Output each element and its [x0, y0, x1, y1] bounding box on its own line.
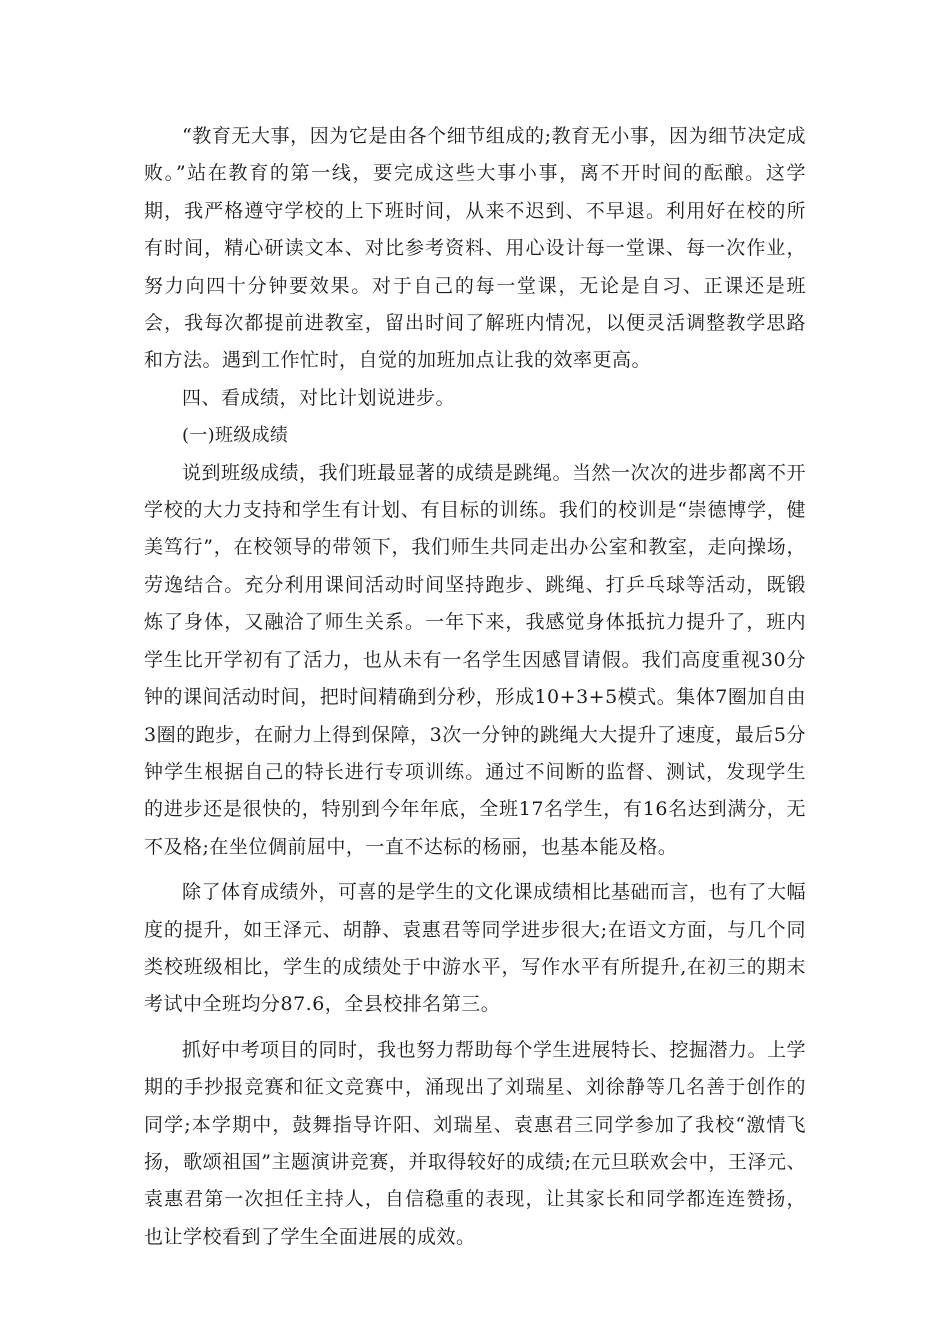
document-body — [144, 118, 806, 1256]
subsection-heading-class-results: (一)班级成绩 — [182, 425, 289, 447]
paragraph-time-management: “教育无大事，因为它是由各个细节组成的;教育无小事，因为细节决定成败。”站在教育的第一线，要完成这些大事小事，离不开时间的酝酿。这学期，我严格遵守学校的上下班时间，从来不迟到、不早退。利用好在校的所有时间，精心研读文本、对比参考资料、用心设计每一堂课、每一次作业，努力向四十分钟要效果。对于自己的每一堂课，无论是自习、正课还是班会，我每次都提前进教室，留出时间了解班内情况，以便灵活调整教学思路和方法。遇到工作忙时，自觉的加班加点让我的效率更高。 — [144, 125, 806, 372]
section-heading-achievements: 四、看成绩，对比计划说进步。 — [182, 386, 456, 409]
paragraph-student-talents: 抓好中考项目的同时，我也努力帮助每个学生进展特长、挖掘潜力。上学期的手抄报竞赛和征文竞赛中，涌现出了刘瑞星、刘徐静等几名善于创作的同学;本学期中，鼓舞指导许阳、刘瑞星、袁惠君三同学参加了我校“激情飞扬，歌颂祖国”主题演讲竞赛，并取得较好的成绩;在元旦联欢会中，王泽元、袁惠君第一次担任主持人，自信稳重的表现，让其家长和同学都连连赞扬，也让学校看到了学生全面进展的成效。 — [144, 1038, 807, 1248]
paragraph-jump-rope: 说到班级成绩，我们班最显著的成绩是跳绳。当然一次次的进步都离不开学校的大力支持和学生有计划、有目标的训练。我们的校训是“崇德博学，健美笃行”，在校领导的带领下，我们师生共同走出办公室和教室，走向操场，劳逸结合。充分利用课间活动时间坚持跑步、跳绳、打乒乓球等活动，既锻炼了身体，又融洽了师生关系。一年下来，我感觉身体抵抗力提升了，班内学生比开学初有了活力，也从未有一名学生因感冒请假。我们高度重视30分钟的课间活动时间，把时间精确到分秒，形成10+3+5模式。集体7圈加自由3圈的跑步，在耐力上得到保障，3次一分钟的跳绳大大提升了速度，最后5分钟学生根据自己的特长进行专项训练。通过不间断的监督、测试，发现学生的进步还是很快的，特别到今年年底，全班17名学生，有16名达到满分，无不及格;在坐位倜前屈中，一直不达标的杨丽，也基本能及格。 — [144, 461, 807, 858]
paragraph-academic-results: 除了体育成绩外，可喜的是学生的文化课成绩相比基础而言，也有了大幅度的提升，如王泽元、胡静、袁惠君等同学进步很大;在语文方面，与几个同类校班级相比，学生的成绩处于中游水平，写作水平有所提升,在初三的期末考试中全班均分87.6，全县校排名第三。 — [144, 881, 807, 1016]
